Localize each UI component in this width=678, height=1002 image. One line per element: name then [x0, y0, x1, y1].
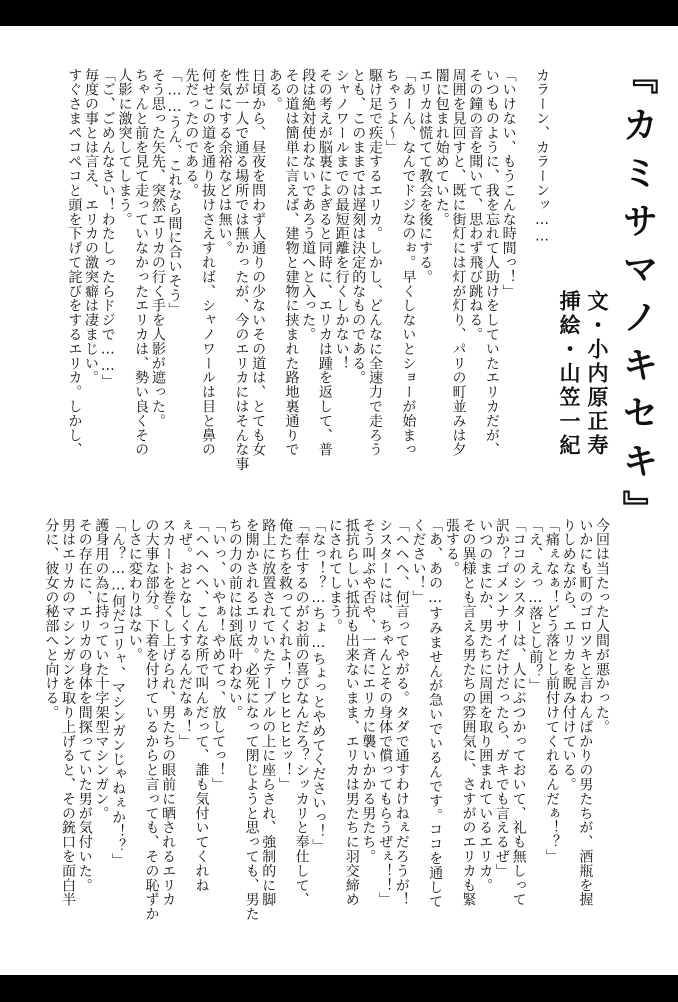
text-line: エリカは慌てて教会を後にする。: [417, 68, 434, 284]
text-line: そう思った矢先、突然エリカの行く手を人影が遮った。: [149, 68, 166, 428]
illustrator-credit: 挿絵・山笠一紀: [557, 290, 581, 458]
text-line: 張する。: [443, 518, 460, 576]
text-line: 日頃から、昼夜を問わず人通りの少ないその道は、とても女: [250, 68, 267, 457]
text-line: その存在に、エリカの身体を間探っていた男が気付いた。: [76, 518, 93, 893]
text-line: りしめながら、エリカを睨み付けている。: [560, 518, 577, 792]
author-credit: 文・小内原正寿: [585, 290, 609, 458]
text-line: そう叫ぶや否や、一斉にエリカに襲いかかる男たち。: [360, 518, 377, 864]
text-line: を気にする余裕などは無い。: [216, 68, 233, 256]
text-line: 訳か？ゴメンナサイだけだったら、ガキでも言えるぜ」: [493, 518, 510, 878]
text-line: [517, 68, 534, 478]
text-line: 護身用の為に持っていた十字架型マシンガン。: [93, 518, 110, 821]
text-line: その道は簡単に言えば、建物と建物に挟まれた路地裏通りで: [283, 68, 300, 457]
text-line: 路上に放置されていたテーブルの上に座らされ、強制的に脚: [260, 518, 277, 907]
text-line: 人影に激突してしまう。: [116, 68, 133, 227]
text-line: 「ご、ごめんなさい！わたしったらドジで……」: [99, 68, 116, 389]
text-line: 段は絶対使わないであろう道へと入った。: [300, 68, 317, 342]
text-line: 「痛ぇなぁ！どう落とし前付けてくれるんだぁ！？」: [543, 518, 560, 864]
story-text-upper: [66, 68, 550, 478]
text-line: 「あーん、なんでドジなのぉ。早くしないとショーが始まっ: [400, 68, 417, 457]
text-line: にされてしまう。: [327, 518, 343, 634]
text-line: 「ん？……何だコリャ、マシンガンじゃねぇか！？」: [110, 518, 127, 868]
text-line: 「ヘヘヘ、何言ってやがる。タダで通すわけねぇだろうが！: [393, 518, 410, 907]
text-line: 今回は当たった人間が悪かった。: [594, 518, 610, 734]
story-title: 『カミサマノキセキ』: [617, 58, 658, 538]
text-line: ちゃんと前を見て走っていなかったエリカは、勢い良くその: [133, 68, 150, 457]
text-line: ちの力の前には到底叶わない。: [226, 518, 243, 720]
story-text-lower: [43, 518, 610, 968]
text-line: 俺たちを救ってくれよ！ウヒヒヒヒッ！」: [276, 518, 293, 792]
text-line: 何せこの道を通り抜けさえすれば、シャノワールは目と鼻の: [199, 68, 216, 457]
text-line: その考えが脳裏によぎると同時に、エリカは踵を返して、普: [316, 68, 333, 457]
text-line: 毎度の事とは言え、エリカの激突癖は凄まじい。: [83, 68, 100, 385]
text-line: 男はエリカのマシンガンを取り上げると、その銃口を面白半: [60, 518, 76, 907]
text-line: すぐさまペコペコと頭を下げて詫びをするエリカ。しかし、: [66, 68, 83, 457]
text-line: スカートを巻くし上げられ、男たちの眼前に晒されるエリカ: [160, 518, 177, 907]
text-line: 「ヘヘヘヘ、こんな所で叫んだって、誰も気付いてくれね: [193, 518, 210, 893]
text-line: 分に、彼女の秘部へと向ける。: [43, 518, 60, 720]
text-line: 「え、えっ…落とし前？」: [527, 518, 544, 693]
text-line: を開かされるエリカ。必死になって閉じようと思っても、男た: [243, 518, 260, 922]
text-line: 周囲を見回すと、既に街灯には灯が灯り、パリの町並みは夕: [450, 68, 467, 457]
text-line: 駆け足で疾走するエリカ。しかし、どんなに全速力で走ろう: [366, 68, 383, 457]
scan-border-top: [0, 0, 678, 26]
text-line: シスターには、ちゃんとその身体で償ってもらうぜぇ！！」: [377, 518, 394, 907]
text-line: ちゃうよ〜」: [383, 68, 400, 155]
text-line: その鐘の音を聞いて、思わず飛び跳ねる。: [467, 68, 484, 342]
text-line: 「ココのシスターは、人にぶつかっておいて、礼も無しって: [510, 518, 527, 907]
text-line: 「いけない、もうこんな時間っ！」: [500, 68, 517, 299]
text-line: いかにも町のゴロツキと言わんばかりの男たちが、酒瓶を握: [577, 518, 594, 907]
text-line: 「なっ！？…ちょ…ちょっとやめてくださいっ！」: [310, 518, 327, 854]
scan-border-bottom: [0, 975, 678, 1002]
text-line: カラーン、カラーンッ……: [534, 68, 550, 245]
text-line: ある。: [266, 68, 283, 112]
text-line: 「……うん、これなら間に合いそう」: [166, 68, 183, 317]
text-line: 性が一人で通る場所では無かったが、今のエリカにはそんな事: [233, 68, 250, 472]
text-line: しさに変わりはない。: [126, 518, 143, 662]
text-line: 先だったのである。: [183, 68, 200, 198]
text-line: いつものように、我を忘れて人助けをしていたエリカだが、: [483, 68, 500, 457]
text-line: 「いっ、いやぁ！やめてっ、放してっ！」: [210, 518, 227, 792]
text-line: とも、このままでは遅刻は決定的なものである。: [350, 68, 367, 385]
text-line: 抵抗らしい抵抗も出来ないまま、エリカは男たちに羽交締め: [343, 518, 360, 907]
text-line: の大事な部分。下着を付けているからと言っても、その恥ずか: [143, 518, 160, 922]
text-line: ぇぜ。おとなしくするんだなぁ！」: [176, 518, 193, 749]
text-line: ください！」: [410, 518, 427, 605]
text-line: シャノワールまでの最短距離を行くしかない！: [333, 68, 350, 371]
text-line: いつのまにか、男たちに周囲を取り囲まれているエリカ。: [477, 518, 494, 893]
text-line: 「奉仕するのがお前の喜びなんだろ？シッカリと奉仕して、: [293, 518, 310, 907]
text-line: 闇に包まれ始めていた。: [433, 68, 450, 227]
text-line: その異様とも言える男たちの雰囲気に、さすがのエリカも緊: [460, 518, 477, 907]
text-line: 「あ、あの…すみませんが急いでいるんです。ココを通して: [427, 518, 444, 909]
